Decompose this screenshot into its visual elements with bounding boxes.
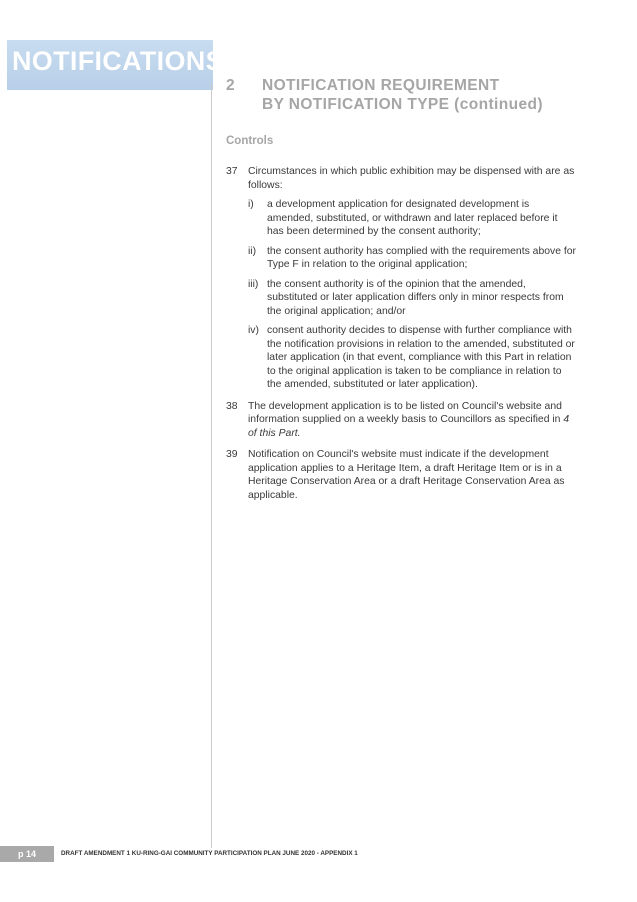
clause-text-wrap (248, 400, 576, 441)
clause-37 (226, 165, 576, 392)
section-title-line1: NOTIFICATION REQUIREMENT (262, 77, 500, 94)
footer-document-title: DRAFT AMENDMENT 1 KU-RING-GAI COMMUNITY PARTICIPATION PLAN JUNE 2020 - APPENDIX 1 (61, 850, 358, 857)
clause-number: 37 (226, 166, 238, 177)
item-number: iii) (248, 278, 259, 290)
clause-text: The development application is to be listed on Council's website and information supplied on a weekly basis to Councillors as specified in (248, 400, 562, 425)
item-number: i) (248, 199, 254, 210)
item-number: iv) (248, 325, 259, 336)
clause-number: 38 (226, 400, 238, 412)
clause-text: Circumstances in which public exhibition may be dispensed with are as follows: (248, 166, 575, 191)
list-item (248, 198, 576, 239)
vertical-divider (211, 84, 212, 848)
item-text: consent authority decides to dispense with further compliance with the notification provisions in relation to the amended, substituted or later application (in that event, compliance with this Part in relation to the original application is taken to be compliance in relation to the amended, substituted or later application). (267, 325, 575, 390)
banner-title: NOTIFICATIONS (12, 46, 224, 76)
section-number: 2 (226, 77, 236, 94)
section-title-line2: BY NOTIFICATION TYPE (262, 96, 450, 113)
clause-text: Notification on Council's website must indicate if the development application applies to a Heritage Item, a draft Heritage Item or is in a Heritage Conservation Area or a draft Heritage Conservation Area as applicable. (248, 449, 565, 501)
item-text: the consent authority is of the opinion that the amended, substituted or later application differs only in minor respects from the original application; and/or (267, 278, 564, 317)
section-continued: (continued) (454, 96, 543, 113)
clause-37-items (248, 198, 576, 392)
clause-reference: 4 of this Part. (248, 414, 570, 439)
item-text: the consent authority has complied with the requirements above for Type F in relation to the original application; (267, 245, 577, 270)
list-item (248, 324, 576, 392)
list-item (248, 278, 576, 319)
item-text: a development application for designated development is amended, substituted, or withdrawn and later replaced before it has been determined by the consent authority; (267, 199, 558, 237)
clause-39 (226, 448, 576, 502)
clause-38 (226, 400, 576, 441)
controls-list (226, 165, 576, 510)
item-number: ii) (248, 245, 257, 257)
clause-number: 39 (226, 449, 238, 460)
list-item (248, 245, 576, 272)
page-number-badge: p 14 (0, 846, 54, 862)
section-heading (226, 76, 543, 114)
controls-heading: Controls (226, 135, 274, 147)
